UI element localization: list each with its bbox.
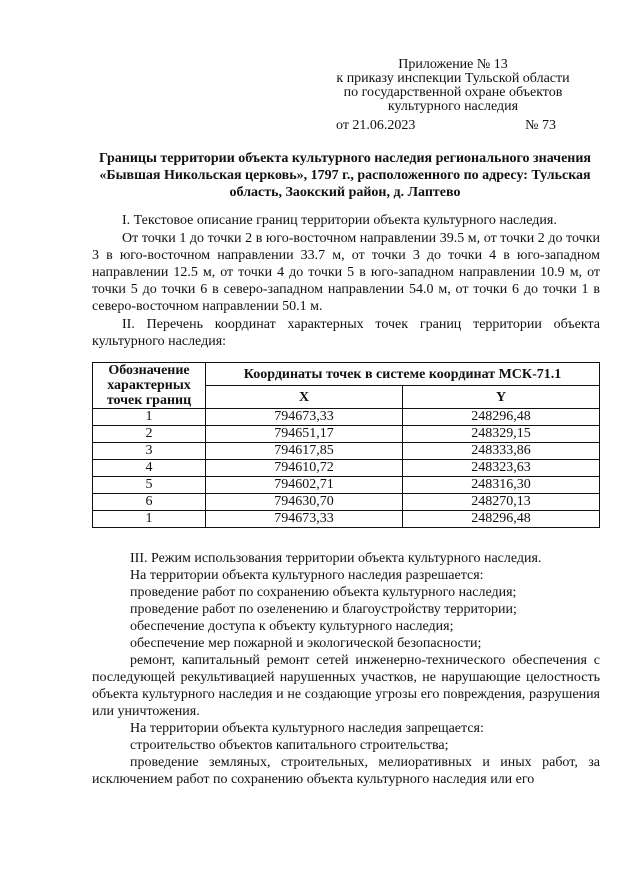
y-cell: 248296,48 [403,409,600,426]
table-row [93,443,600,460]
table-row [93,409,600,426]
x-cell: 794651,17 [206,426,403,443]
table-row [93,494,600,511]
y-cell: 248316,30 [403,477,600,494]
section1-text: От точки 1 до точки 2 в юго-восточном направлении 39.5 м, от точки 2 до точки 3 в юго-восточном направлении 33.7 м, от точки 3 до точки 4 в юго-западном направлении 12.5 м, от точки 4 до точки 5 в юго-западном направлении 10.9 м, от точки 5 до точки 6 в северо-западном направлении 54.0 м, от точки 6 до точки 1 в северо-восточном направлении 50.1 м. [92,231,600,314]
forbidden-item: строительство объектов капитального строительства; [130,738,449,753]
order-number: № 73 [525,118,556,133]
appendix-line: культурного наследия [387,99,519,114]
x-cell: 794602,71 [206,477,403,494]
allowed-item: проведение работ по озеленению и благоустройству территории; [130,602,517,617]
allowed-item: проведение работ по сохранению объекта культурного наследия; [130,585,517,600]
section3 [92,550,600,788]
document-title: Границы территории объекта культурного наследия регионального значения «Бывшая Никольская церковь», 1797 г., расположенного по адресу: Тульская область, Заокский район, д. Лаптево [98,151,591,200]
x-cell: 794673,33 [206,511,403,528]
section1-heading: I. Текстовое описание границ территории объекта культурного наследия. [122,213,557,228]
table-row [93,426,600,443]
col-header-points: Обозначение характерных точек границ [93,363,206,409]
allowed-item: обеспечение мер пожарной и экологической безопасности; [130,636,482,651]
x-cell: 794610,72 [206,460,403,477]
allowed-intro: На территории объекта культурного наследия разрешается: [130,568,484,583]
y-cell: 248270,13 [403,494,600,511]
section3-heading: III. Режим использования территории объекта культурного наследия. [130,551,542,566]
allowed-item: ремонт, капитальный ремонт сетей инженерно-технического обеспечения с последующей рекультивацией нарушенных участков, не нарушающие целостность объекта культурного наследия и не создающие угрозы его повреждения, разрушения или уничтожения. [92,653,600,719]
col-header-x: X [206,386,403,409]
x-cell: 794630,70 [206,494,403,511]
point-cell: 6 [93,494,206,511]
allowed-item: обеспечение доступа к объекту культурного наследия; [130,619,454,634]
x-cell: 794673,33 [206,409,403,426]
y-cell: 248329,15 [403,426,600,443]
point-cell: 1 [93,409,206,426]
appendix-line: Приложение № 13 [398,57,508,72]
appendix-line: к приказу инспекции Тульской области [336,71,570,86]
point-cell: 3 [93,443,206,460]
point-cell: 2 [93,426,206,443]
point-cell: 5 [93,477,206,494]
appendix-line: по государственной охране объектов [343,85,563,100]
table-row [93,460,600,477]
table-row [93,511,600,528]
y-cell: 248296,48 [403,511,600,528]
forbidden-item: проведение земляных, строительных, мелиоративных и иных работ, за исключением работ по сохранению объекта культурного наследия или его [92,755,600,787]
y-cell: 248333,86 [403,443,600,460]
table-row [93,477,600,494]
appendix-header [318,58,588,114]
point-cell: 1 [93,511,206,528]
point-cell: 4 [93,460,206,477]
col-header-y: Y [403,386,600,409]
order-reference [336,118,556,134]
section2-heading: II. Перечень координат характерных точек границ территории объекта культурного наследия: [92,317,600,349]
y-cell: 248323,63 [403,460,600,477]
forbidden-intro: На территории объекта культурного наследия запрещается: [130,721,484,736]
col-header-coordinates: Координаты точек в системе координат МСК-71.1 [206,363,600,386]
x-cell: 794617,85 [206,443,403,460]
coordinates-table [92,362,600,528]
order-date: от 21.06.2023 [336,118,416,133]
